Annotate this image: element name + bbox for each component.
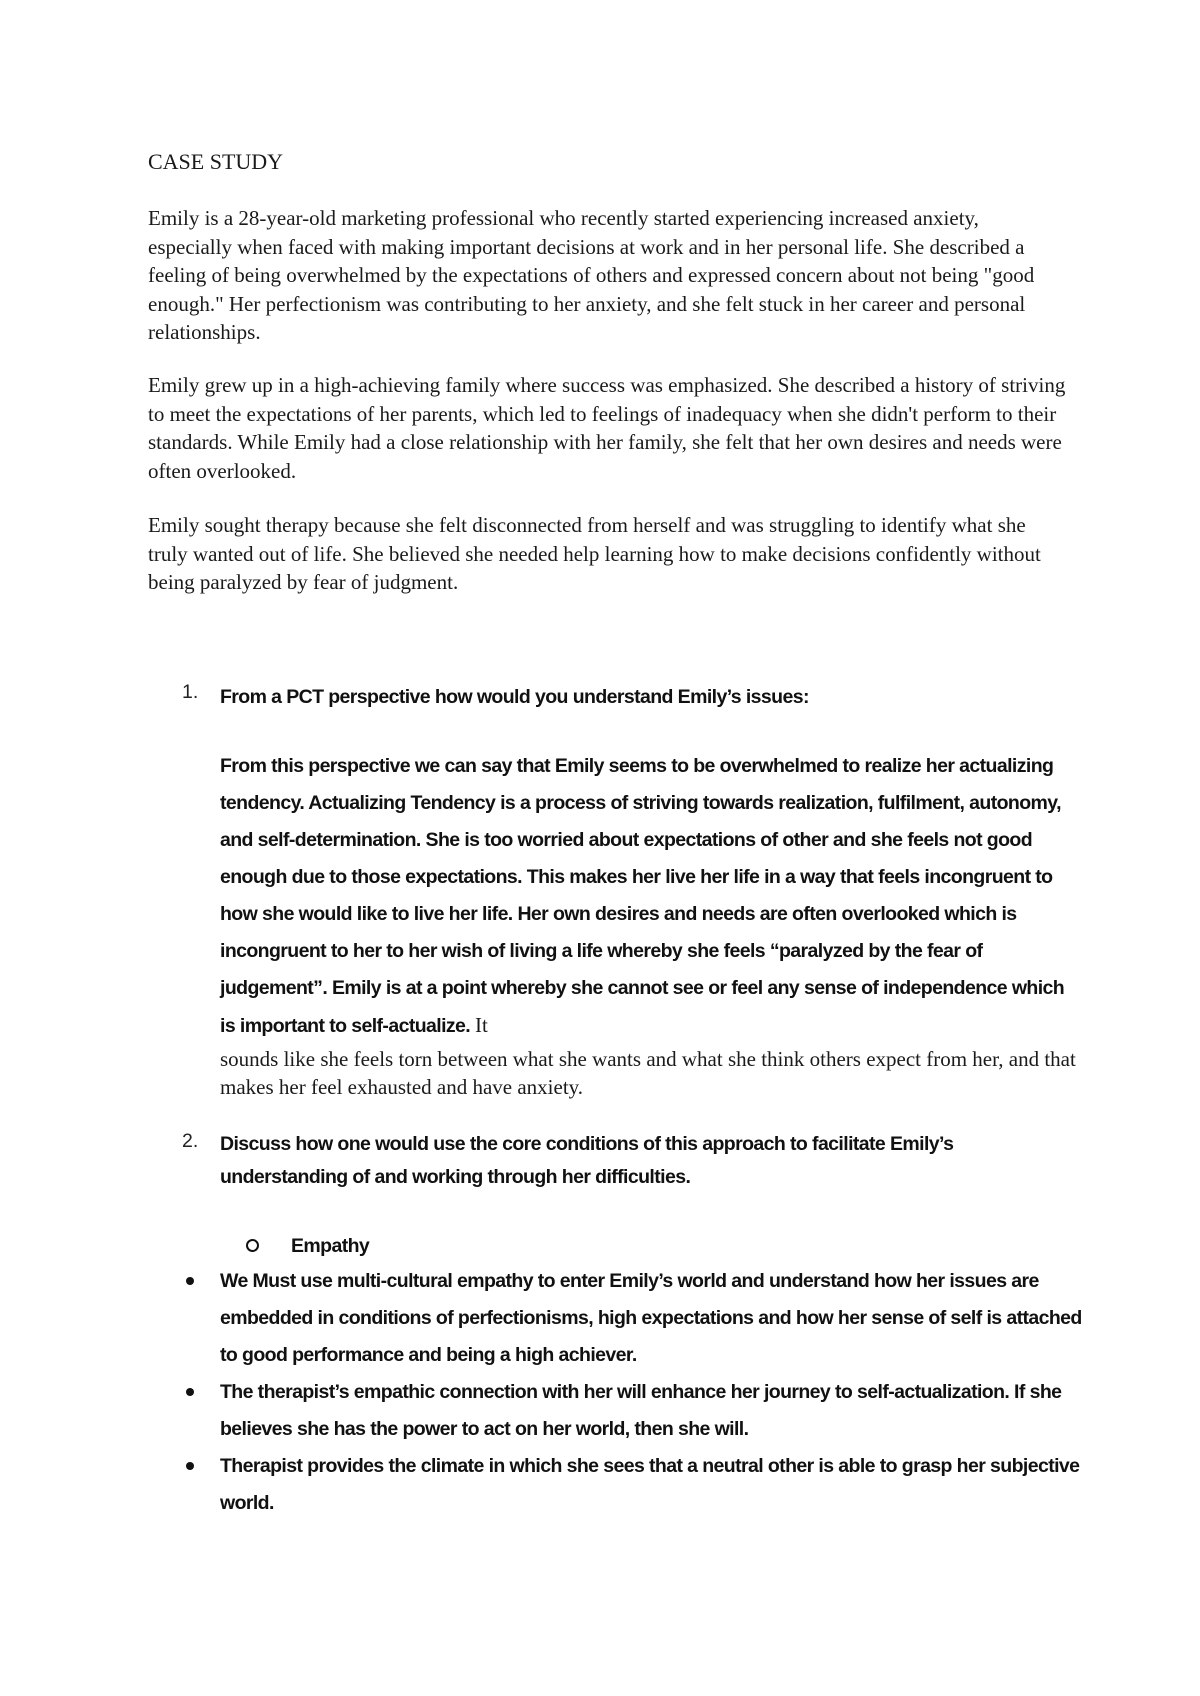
bullet-icon <box>186 1388 194 1396</box>
answer-1-bold-text: From this perspective we can say that Emily seems to be overwhelmed to realize her actualizing tendency. Actualizing Tendency is a process of striving towards realization, fulfilment, autonomy, and self-determination. She is too worried about expectations of other and she feels not good enough due to those expectations. This makes her live her life in a way that feels incongruent to how she would like to live her life. Her own desires and needs are often overlooked which is incongruent to her to her wish of living a life whereby she feels “paralyzed by the fear of judgement”. Emily is at a point whereby she cannot see or feel any sense of independence which is important to self-actualize. <box>220 755 1065 1037</box>
bullet-text: The therapist’s empathic connection with her will enhance her journey to self-actualization. If she believes she has the power to act on her world, then she will. <box>220 1381 1062 1440</box>
bullet-text: Therapist provides the climate in which she sees that a neutral other is able to grasp her subjective world. <box>220 1455 1080 1514</box>
empathy-subheading: Empathy <box>291 1235 370 1257</box>
answer-1-plain-start: It <box>474 1013 488 1037</box>
question-1-answer <box>220 748 1080 1101</box>
hollow-bullet-icon <box>246 1239 259 1252</box>
bullet-text: We Must use multi-cultural empathy to enter Emily’s world and understand how her issues are embedded in conditions of perfectionisms, high expectations and how her sense of self is attached to good performance and being a high achiever. <box>220 1270 1082 1366</box>
list-item <box>182 1263 1082 1374</box>
case-paragraph-3: Emily sought therapy because she felt disconnected from herself and was struggling to identify what she truly wanted out of life. She believed she needed help learning how to make decisions confidently without being paralyzed by fear of judgment. <box>148 513 1041 594</box>
list-item <box>182 1448 1082 1522</box>
question-2-text: Discuss how one would use the core conditions of this approach to facilitate Emily’s understanding of and working through her difficulties. <box>220 1133 954 1188</box>
question-2-number: 2. <box>182 1130 199 1152</box>
bullet-icon <box>186 1462 194 1470</box>
question-1-text: From a PCT perspective how would you understand Emily’s issues: <box>220 686 809 708</box>
empathy-bullet-list <box>182 1263 1082 1522</box>
list-item <box>182 1374 1082 1448</box>
bullet-icon <box>186 1277 194 1285</box>
question-1-number: 1. <box>182 681 199 703</box>
answer-1-plain-rest: sounds like she feels torn between what she wants and what she think others expect from her, and that makes her feel exhausted and have anxiety. <box>220 1047 1076 1099</box>
document-heading: CASE STUDY <box>148 149 284 174</box>
case-paragraph-1: Emily is a 28-year-old marketing professional who recently started experiencing increased anxiety, especially when faced with making important decisions at work and in her personal life. She described a feeling of being overwhelmed by the expectations of others and expressed concern about not being "good enough." Her perfectionism was contributing to her anxiety, and she felt stuck in her career and personal relationships. <box>148 206 1035 344</box>
case-paragraph-2: Emily grew up in a high-achieving family where success was emphasized. She described a history of striving to meet the expectations of her parents, which led to feelings of inadequacy when she didn't perform to their standards. While Emily had a close relationship with her family, she felt that her own desires and needs were often overlooked. <box>148 373 1066 483</box>
